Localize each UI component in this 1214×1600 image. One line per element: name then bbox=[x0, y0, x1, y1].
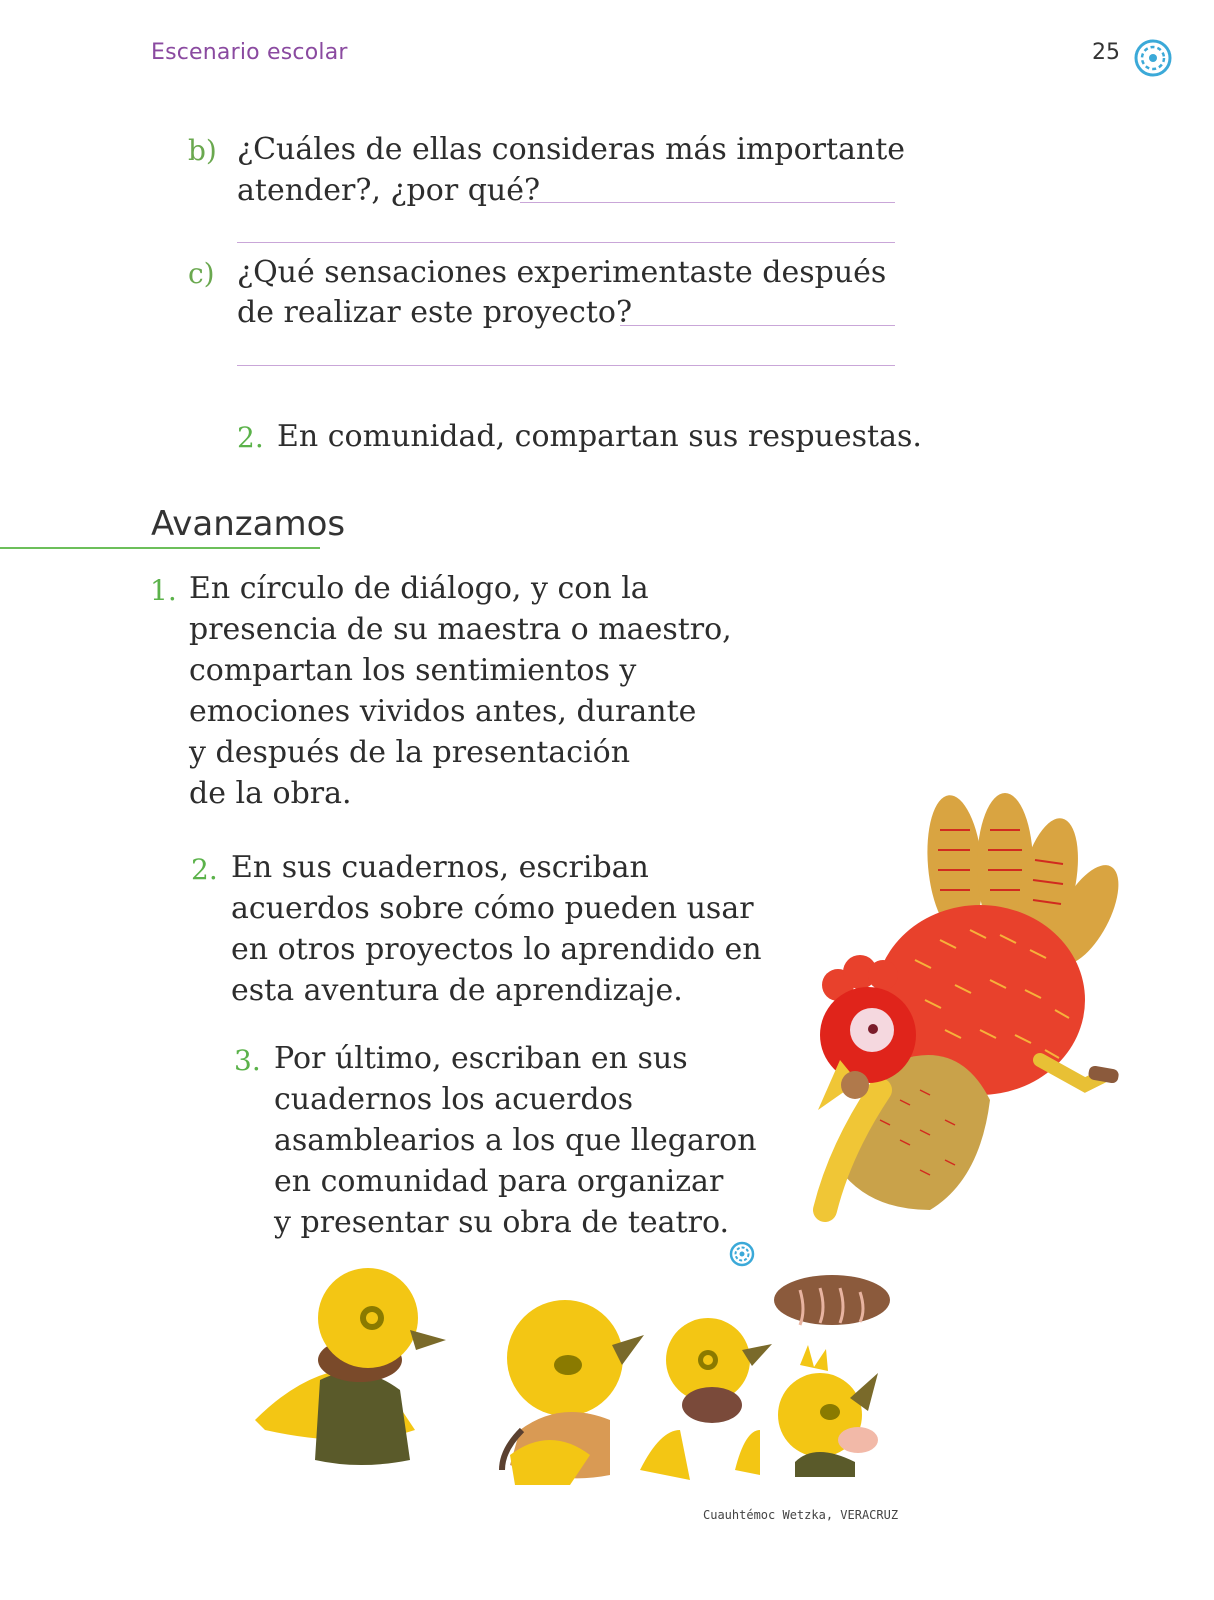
question-b-marker: b) bbox=[188, 134, 217, 167]
answer-line-b-2[interactable] bbox=[237, 242, 895, 243]
credit-region: VERACRUZ bbox=[840, 1508, 899, 1522]
question-c-line-1: ¿Qué sensaciones experimentaste después bbox=[237, 255, 887, 290]
answer-line-c-1[interactable] bbox=[620, 325, 895, 326]
section-header-label: Escenario escolar bbox=[151, 40, 348, 65]
step-two-text: En comunidad, compartan sus respuestas. bbox=[277, 419, 922, 454]
step-two-marker: 2. bbox=[237, 421, 264, 454]
item-3-line: cuadernos los acuerdos bbox=[274, 1082, 633, 1117]
item-1-marker: 1. bbox=[150, 574, 177, 607]
credit-author: Cuauhtémoc Wetzka bbox=[703, 1508, 826, 1522]
answer-line-c-2[interactable] bbox=[237, 365, 895, 366]
item-1-line: de la obra. bbox=[189, 776, 352, 811]
bread-illustration bbox=[774, 1275, 890, 1325]
illustration-credit: Cuauhtémoc Wetzka, VERACRUZ bbox=[703, 1508, 899, 1522]
item-3-line: en comunidad para organizar bbox=[274, 1164, 724, 1199]
item-1-line: presencia de su maestra o maestro, bbox=[189, 612, 732, 647]
item-3-line: Por último, escriban en sus bbox=[274, 1041, 688, 1076]
chick-costume-illustration bbox=[255, 1268, 878, 1485]
page-number: 25 bbox=[1092, 40, 1120, 65]
item-1-line: compartan los sentimientos y bbox=[189, 653, 637, 688]
section-title: Avanzamos bbox=[151, 504, 346, 544]
flower-emblem-icon bbox=[1134, 39, 1172, 77]
question-b-line-1: ¿Cuáles de ellas consideras más importante bbox=[237, 132, 906, 167]
item-2-line: en otros proyectos lo aprendido en bbox=[231, 932, 762, 967]
item-3-line: asamblearios a los que llegaron bbox=[274, 1123, 757, 1158]
question-c-marker: c) bbox=[188, 257, 215, 290]
item-1-line: y después de la presentación bbox=[189, 735, 631, 770]
item-3-marker: 3. bbox=[234, 1044, 261, 1077]
rooster-costume-illustration bbox=[818, 793, 1132, 1210]
item-2-line: acuerdos sobre cómo pueden usar bbox=[231, 891, 754, 926]
question-c-line-2: de realizar este proyecto? bbox=[237, 295, 633, 330]
question-b-line-2: atender?, ¿por qué? bbox=[237, 173, 541, 208]
answer-line-b-1[interactable] bbox=[520, 202, 895, 203]
item-1-line: emociones vividos antes, durante bbox=[189, 694, 697, 729]
item-2-line: esta aventura de aprendizaje. bbox=[231, 973, 683, 1008]
section-title-underline bbox=[0, 547, 320, 549]
item-1-line: En círculo de diálogo, y con la bbox=[189, 571, 649, 606]
item-3-line: y presentar su obra de teatro. bbox=[274, 1205, 730, 1240]
end-flower-icon bbox=[729, 1241, 755, 1267]
item-2-marker: 2. bbox=[191, 853, 218, 886]
item-2-line: En sus cuadernos, escriban bbox=[231, 850, 649, 885]
